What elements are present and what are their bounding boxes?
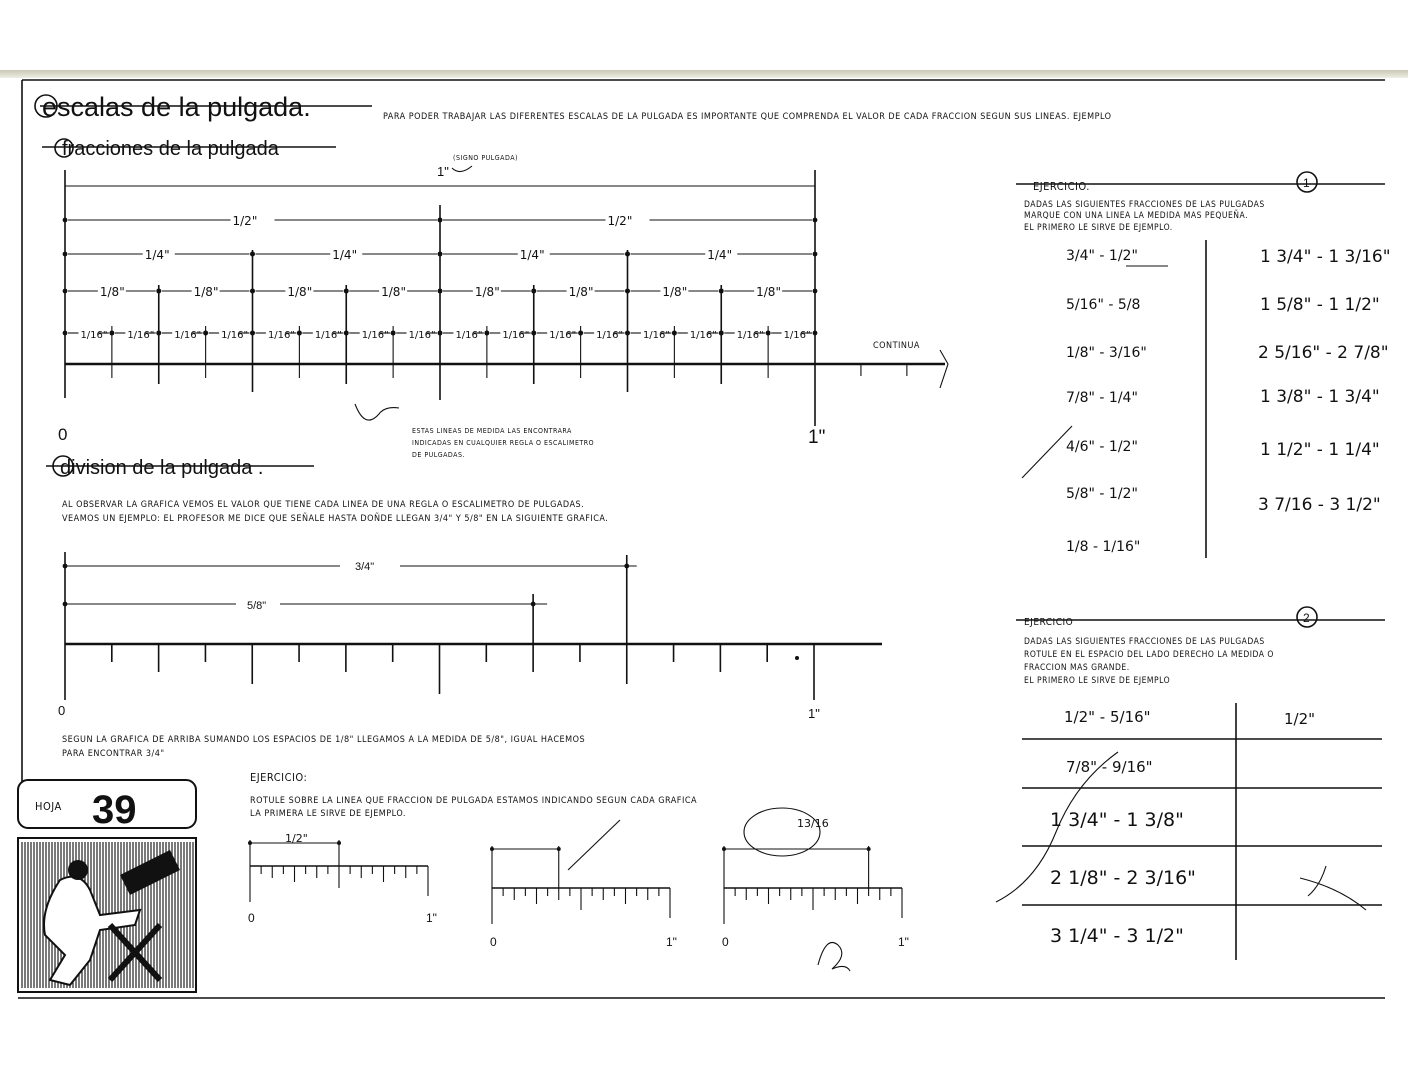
example-dot [63, 564, 68, 569]
fraction-label: 1/8" [474, 285, 500, 299]
ej2-table [1022, 703, 1382, 960]
continua-label: CONTINUA [873, 341, 920, 351]
fraction-label: 1/8" [568, 285, 594, 299]
signo-pulgada-label: (SIGNO PULGADA) [453, 154, 518, 162]
mini3-zero: 0 [722, 935, 729, 949]
ej1-right-item: 1 3/4" - 1 3/16" [1260, 247, 1391, 267]
division-heading: division de la pulgada . [60, 457, 264, 479]
fraction-label: 1/16" [221, 330, 249, 341]
division-text-2: VEAMOS UN EJEMPLO: EL PROFESOR ME DICE QUE SEÑALE HASTA DOÑDE LLEGAN 3/4" Y 5/8" EN LA SIGUIENTE GRAFICA. [62, 514, 609, 524]
ej1-right-item: 1 3/8" - 1 3/4" [1260, 387, 1380, 407]
ej2-pen-mark [1300, 866, 1366, 910]
fraction-label: 1/16" [502, 330, 530, 341]
mini3-one: 1" [898, 935, 909, 949]
stray-dot [795, 656, 799, 660]
ej2-title: EJERCICIO [1024, 617, 1074, 628]
ej1-title: EJERCICIO. [1033, 180, 1090, 193]
ej1-line-1: DADAS LAS SIGUIENTES FRACCIONES DE LAS PULGADAS [1024, 200, 1265, 210]
ej1-line-2: MARQUE CON UNA LINEA LA MEDIDA MAS PEQUEÑA. [1024, 211, 1249, 221]
ej1-right-item: 1 1/2" - 1 1/4" [1260, 440, 1380, 460]
fraction-label: 1/16" [361, 330, 389, 341]
fraction-label: 1/16" [80, 330, 108, 341]
fraction-label: 1/16" [455, 330, 483, 341]
pen-stroke [568, 820, 620, 870]
fraction-label: 1/16" [736, 330, 764, 341]
mini-example-label: 1/2" [285, 832, 308, 845]
fraction-label: 1/4" [707, 248, 733, 262]
mini1-one: 1" [426, 911, 437, 925]
segun-text-1: SEGUN LA GRAFICA DE ARRIBA SUMANDO LOS ESPACIOS DE 1/8" LLEGAMOS A LA MEDIDA DE 5/8", IGUAL HACEMOS [62, 735, 586, 745]
hoja-label: HOJA [35, 800, 62, 813]
example-dot [531, 602, 536, 607]
note-arrow [355, 404, 399, 420]
ej2-row: 3 1/4" - 3 1/2" [1050, 925, 1184, 947]
fraction-label: 1/16" [596, 330, 624, 341]
ej2-line-4: EL PRIMERO LE SIRVE DE EJEMPLO [1024, 676, 1171, 686]
division-text-1: AL OBSERVAR LA GRAFICA VEMOS EL VALOR QUE TIENE CADA LINEA DE UNA REGLA O ESCALIMETRO DE PULGADAS. [62, 500, 585, 510]
fraction-label: 1/16" [127, 330, 155, 341]
fraction-label: 1/16" [783, 330, 811, 341]
label-five-eighths: 5/8" [247, 600, 267, 612]
segun-text-2: PARA ENCONTRAR 3/4" [62, 749, 165, 759]
fraction-label: 1/8" [287, 285, 313, 299]
ej2-row: 7/8" - 9/16" [1066, 758, 1153, 776]
ejercicio-bottom-line-2: LA PRIMERA LE SIRVE DE EJEMPLO. [250, 809, 406, 819]
ej1-left-item: 3/4" - 1/2" [1066, 248, 1138, 264]
note-line-3: DE PULGADAS. [412, 451, 465, 459]
ejercicio-bottom-line-1: ROTULE SOBRE LA LINEA QUE FRACCION DE PULGADA ESTAMOS INDICANDO SEGUN CADA GRAFICA [250, 796, 698, 806]
ej1-left-item: 1/8 - 1/16" [1066, 539, 1141, 555]
mini-dot [248, 841, 252, 845]
mini-dot [867, 847, 871, 851]
fraction-label: 1/2" [607, 214, 633, 228]
ej2-row: 1/2" - 5/16" [1064, 708, 1151, 726]
inch-sign-arrow [452, 166, 472, 172]
ej2-number: 2 [1303, 611, 1310, 625]
fraction-label: 1/16" [314, 330, 342, 341]
mini2-zero: 0 [490, 935, 497, 949]
ej1-left-item: 7/8" - 1/4" [1066, 390, 1138, 406]
fraction-label: 1/8" [381, 285, 406, 299]
page-title: escalas de la pulgada. [42, 92, 311, 122]
mini1-zero: 0 [248, 911, 255, 925]
ej2-line-1: DADAS LAS SIGUIENTES FRACCIONES DE LAS PULGADAS [1024, 637, 1265, 647]
hoja-number: 39 [92, 788, 137, 832]
intro-text: PARA PODER TRABAJAR LAS DIFERENTES ESCALAS DE LA PULGADA ES IMPORTANTE QUE COMPRENDA EL VALOR DE CADA FRACCION SEGUN SUS LINEAS. EJEMPLO [383, 112, 1112, 122]
ej1-left-column [1066, 248, 1147, 555]
ej1-right-item: 1 5/8" - 1 1/2" [1260, 295, 1380, 315]
note-line-2: INDICADAS EN CUALQUIER REGLA O ESCALIMETRO [412, 439, 595, 447]
handwritten-answer: 13/16 [797, 817, 829, 830]
example-zero: 0 [58, 703, 66, 718]
fraction-label: 1/4" [519, 248, 545, 262]
ej2-line-2: ROTULE EN EL ESPACIO DEL LADO DERECHO LA MEDIDA O [1024, 650, 1274, 660]
ej1-line-3: EL PRIMERO LE SIRVE DE EJEMPLO. [1024, 223, 1173, 233]
ej1-right-item: 2 5/16" - 2 7/8" [1258, 343, 1389, 363]
mini-dot [722, 847, 726, 851]
example-dot [63, 602, 68, 607]
ej2-answer: 1/2" [1284, 710, 1316, 728]
ej1-number: 1 [1303, 176, 1310, 190]
fraction-label: 1/16" [549, 330, 577, 341]
ejercicio-bottom-title: EJERCICIO: [250, 771, 308, 784]
ej2-row: 2 1/8" - 2 3/16" [1050, 867, 1196, 889]
mini2-one: 1" [666, 935, 677, 949]
label-three-quarters: 3/4" [355, 561, 375, 573]
mini-dot [557, 847, 561, 851]
example-dot [624, 564, 629, 569]
ej1-right-column [1258, 247, 1391, 515]
scale-zero: 0 [58, 425, 68, 444]
example-one: 1" [808, 706, 820, 721]
example-scale [63, 552, 882, 700]
fraction-label: 1/4" [144, 248, 170, 262]
fraction-label: 1/8" [756, 285, 781, 299]
fraction-label: 1/16" [408, 330, 436, 341]
fraction-label: 1/8" [99, 285, 125, 299]
ej1-pen-line [1022, 426, 1072, 478]
fraction-scale [59, 170, 948, 426]
fraction-label: 1/4" [332, 248, 358, 262]
fraction-label: 1/16" [267, 330, 295, 341]
ej2-row: 1 3/4" - 1 3/8" [1050, 809, 1184, 831]
inch-sign-label: 1" [437, 164, 449, 179]
scribble-mark [818, 943, 850, 972]
mini-dot [337, 841, 341, 845]
fraction-label: 1/8" [662, 285, 688, 299]
fraction-label: 1/16" [689, 330, 717, 341]
ej2-line-3: FRACCION MAS GRANDE. [1024, 663, 1130, 673]
scale-one: 1" [808, 427, 826, 448]
mini-dot [490, 847, 494, 851]
note-line-1: ESTAS LINEAS DE MEDIDA LAS ENCONTRARA [412, 427, 572, 435]
fraction-label: 1/2" [232, 214, 258, 228]
ej1-left-item: 4/6" - 1/2" [1066, 439, 1138, 455]
fraction-label: 1/16" [642, 330, 670, 341]
fraction-label: 1/8" [193, 285, 219, 299]
ej1-left-item: 5/16" - 5/8 [1066, 297, 1141, 313]
ej1-left-item: 5/8" - 1/2" [1066, 486, 1138, 502]
worker-logo-icon [18, 838, 196, 992]
ej1-right-item: 3 7/16 - 3 1/2" [1258, 495, 1381, 515]
ej1-left-item: 1/8" - 3/16" [1066, 345, 1147, 361]
mini-rulers [248, 840, 902, 924]
continua-arrow [940, 350, 948, 388]
fracciones-heading: fracciones de la pulgada [62, 138, 279, 160]
fraction-label: 1/16" [174, 330, 202, 341]
